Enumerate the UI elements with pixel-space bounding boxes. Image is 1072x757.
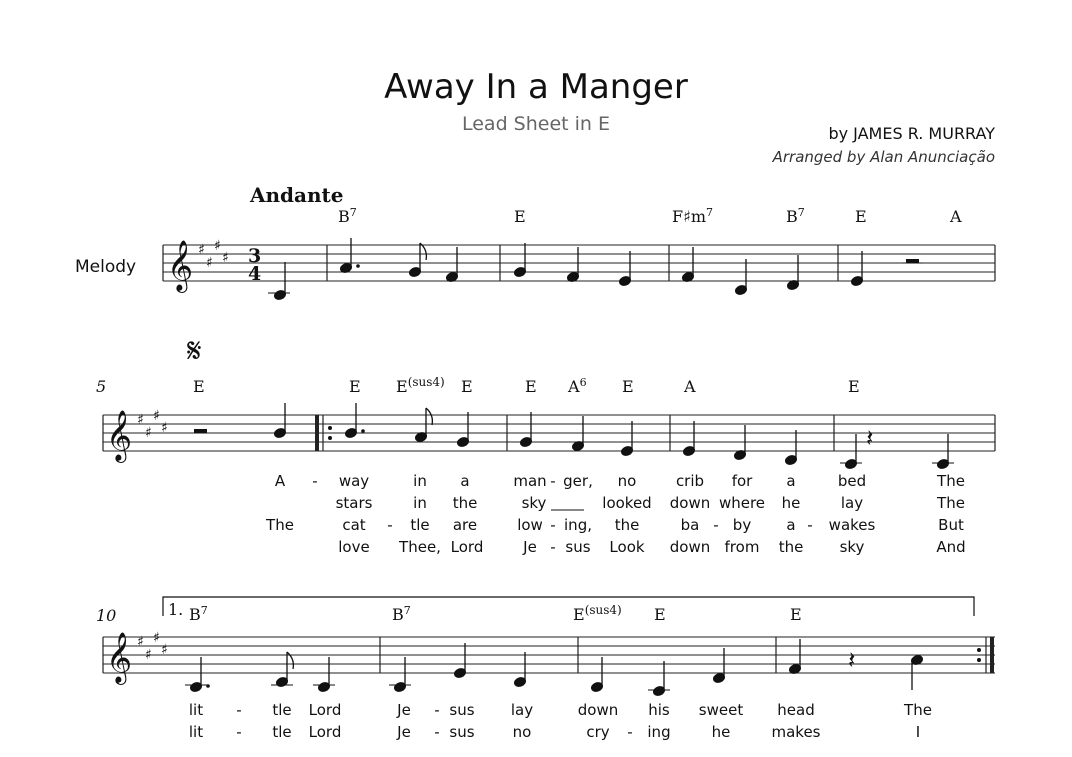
lyrics-verse-2 [189, 723, 920, 741]
lyric-syllable: in [413, 494, 427, 512]
lyric-syllable: A [274, 472, 286, 490]
lyric-syllable: the [452, 494, 478, 512]
time-signature [248, 245, 261, 285]
lyric-syllable: tle [410, 516, 430, 534]
chord-symbol: $B^7$ [189, 604, 208, 624]
lyric-syllable: stars [335, 494, 373, 512]
svg-text:♯: ♯ [222, 250, 229, 266]
lyric-syllable: Lord [308, 701, 342, 719]
quarter-rest: 𝄽 [866, 424, 874, 452]
system-1 [163, 206, 995, 301]
system-2 [96, 331, 995, 556]
song-title: Away In a Manger [384, 67, 688, 107]
lyric-syllable: he [711, 723, 731, 741]
chord-symbol: $A^6$ [568, 376, 587, 396]
lyric-syllable: a [786, 472, 796, 490]
part-name: Melody [75, 257, 137, 277]
lyric-syllable: for [731, 472, 753, 490]
lyric-syllable: The [937, 472, 965, 490]
lyric-syllable: sky [839, 538, 865, 556]
notes [268, 238, 864, 301]
lyrics-verse-4 [338, 538, 965, 556]
chord-symbols [338, 206, 962, 226]
chord-symbol: E [622, 377, 634, 396]
chord-symbol: E [193, 377, 205, 396]
staff-lines [103, 637, 995, 673]
lyric-hyphen: - [434, 701, 440, 719]
lyric-syllable: man [513, 472, 547, 490]
svg-text:♯: ♯ [161, 420, 168, 436]
lyric-syllable: way [338, 472, 370, 490]
lyric-syllable: in [413, 472, 427, 490]
chord-symbol: E [855, 207, 867, 226]
chord-symbol: E [848, 377, 860, 396]
lyric-hyphen: - [550, 538, 556, 556]
lyric-syllable: And [936, 538, 966, 556]
repeat-dot [977, 658, 981, 662]
lyric-syllable: sweet [698, 701, 744, 719]
lyric-hyphen: - [387, 516, 393, 534]
composer-credit: by JAMES R. MURRAY [828, 124, 995, 143]
ending-number: 1. [168, 600, 184, 619]
lyric-syllable: I [915, 723, 921, 741]
chord-symbol: A [950, 207, 962, 226]
treble-clef: 𝄞 [167, 240, 194, 291]
lyric-syllable: The [904, 701, 932, 719]
lyric-syllable: bed [837, 472, 867, 490]
lyric-syllable: a [460, 472, 470, 490]
repeat-dot [328, 426, 332, 430]
svg-text:♯: ♯ [161, 642, 168, 658]
lyric-syllable: sus [449, 701, 475, 719]
lyric-syllable: where [718, 494, 766, 512]
lyric-syllable: cat [342, 516, 366, 534]
lyric-syllable: low [517, 516, 543, 534]
staff-lines [163, 245, 995, 281]
lyric-syllable: the [778, 538, 804, 556]
lyric-hyphen: - [236, 723, 242, 741]
lyric-syllable: cry [586, 723, 610, 741]
lyric-syllable: sky [521, 494, 547, 512]
lyric-syllable: Je [523, 538, 537, 556]
treble-clef: 𝄞 [106, 632, 133, 683]
lyric-syllable: crib [675, 472, 705, 490]
measure-number: 10 [96, 606, 117, 625]
lyric-hyphen: - [627, 723, 633, 741]
lyric-syllable: lay [510, 701, 534, 719]
lyric-syllable: ing, [564, 516, 592, 534]
lyric-syllable: Je [397, 701, 411, 719]
lyric-syllable: down [669, 494, 711, 512]
chord-symbol: A [684, 377, 696, 396]
lyric-syllable: head [777, 701, 815, 719]
lyric-syllable: no [512, 723, 532, 741]
measure-number: 5 [96, 377, 107, 396]
lyrics-verse-2 [336, 494, 965, 512]
lyric-hyphen: - [434, 723, 440, 741]
lyric-syllable: ger, [563, 472, 593, 490]
lyric-syllable: Lord [450, 538, 484, 556]
chord-symbol: E [790, 605, 802, 624]
lyric-syllable: by [732, 516, 752, 534]
lyric-syllable: Thee, [399, 538, 441, 556]
svg-text:♯: ♯ [153, 630, 160, 646]
svg-text:♯: ♯ [145, 647, 152, 663]
chord-symbol: $E^{(sus4)}$ [573, 603, 622, 624]
repeat-dot [977, 648, 981, 652]
lyric-hyphen: - [713, 516, 719, 534]
lyric-syllable: sus [565, 538, 591, 556]
lyric-syllable: his [648, 701, 670, 719]
chord-symbol: $E^{(sus4)}$ [396, 375, 445, 396]
chord-symbol: E [349, 377, 361, 396]
chord-symbol: E [525, 377, 537, 396]
treble-clef: 𝄞 [106, 410, 133, 461]
lyric-syllable: no [617, 472, 637, 490]
svg-text:♯: ♯ [206, 255, 213, 271]
lyric-syllable: love [338, 538, 370, 556]
chord-symbol: $B^7$ [338, 206, 357, 226]
lyric-syllable: a [786, 516, 796, 534]
chord-symbol: E [654, 605, 666, 624]
lyric-syllable: are [452, 516, 478, 534]
lyric-syllable: looked [602, 494, 652, 512]
lyric-syllable: Look [609, 538, 645, 556]
svg-text:3: 3 [248, 245, 262, 267]
lyric-syllable: from [724, 538, 760, 556]
lyric-syllable: But [938, 516, 964, 534]
lyric-syllable: ing [647, 723, 671, 741]
lyric-syllable: The [266, 516, 294, 534]
notes [273, 403, 954, 470]
segno-sign: 𝄋 [187, 331, 202, 371]
lyric-syllable: tle [272, 723, 292, 741]
lyrics-verse-3 [265, 516, 964, 534]
lyric-syllable: he [781, 494, 801, 512]
svg-text:♯: ♯ [137, 634, 144, 650]
half-rest [194, 429, 207, 434]
chord-symbol: E [461, 377, 473, 396]
system-3 [96, 597, 995, 741]
chord-symbol: $B^7$ [392, 604, 411, 624]
lyric-syllable: The [937, 494, 965, 512]
lyric-syllable: wakes [828, 516, 876, 534]
lyric-syllable: lay [840, 494, 864, 512]
lyric-syllable: lit [188, 701, 204, 719]
chord-symbols [193, 375, 860, 396]
tempo-marking: Andante [250, 183, 344, 207]
chord-symbol: $F♯m^7$ [672, 206, 714, 226]
svg-text:4: 4 [248, 263, 262, 285]
lyric-hyphen: - [807, 516, 813, 534]
lyric-syllable: tle [272, 701, 292, 719]
svg-text:♯: ♯ [145, 425, 152, 441]
svg-text:♯: ♯ [198, 242, 205, 258]
arranger-credit: Arranged by Alan Anunciação [772, 148, 995, 166]
song-subtitle: Lead Sheet in E [461, 113, 611, 135]
notes [185, 639, 924, 697]
chord-symbol: $B^7$ [786, 206, 805, 226]
quarter-rest: 𝄽 [848, 646, 856, 674]
lyric-syllable: sus [449, 723, 475, 741]
lyric-syllable: ba [680, 516, 700, 534]
lyric-syllable: Je [397, 723, 411, 741]
lyrics-verse-1 [275, 472, 965, 490]
lyric-syllable: down [669, 538, 711, 556]
staff-lines [103, 415, 995, 451]
lyric-hyphen: - [550, 516, 556, 534]
lyric-hyphen: - [550, 472, 556, 490]
lyric-syllable: down [577, 701, 619, 719]
lyrics-verse-1 [189, 701, 932, 719]
svg-text:♯: ♯ [214, 238, 221, 254]
svg-text:♯: ♯ [153, 408, 160, 424]
first-ending-bracket [163, 597, 974, 616]
lyric-syllable: lit [188, 723, 204, 741]
chord-symbols [189, 603, 802, 624]
svg-text:♯: ♯ [137, 412, 144, 428]
lyric-hyphen: - [312, 472, 318, 490]
lyric-syllable: makes [771, 723, 821, 741]
lyric-hyphen: - [236, 701, 242, 719]
repeat-dot [328, 436, 332, 440]
chord-symbol: E [514, 207, 526, 226]
lyric-syllable: Lord [308, 723, 342, 741]
lyric-syllable: the [614, 516, 640, 534]
